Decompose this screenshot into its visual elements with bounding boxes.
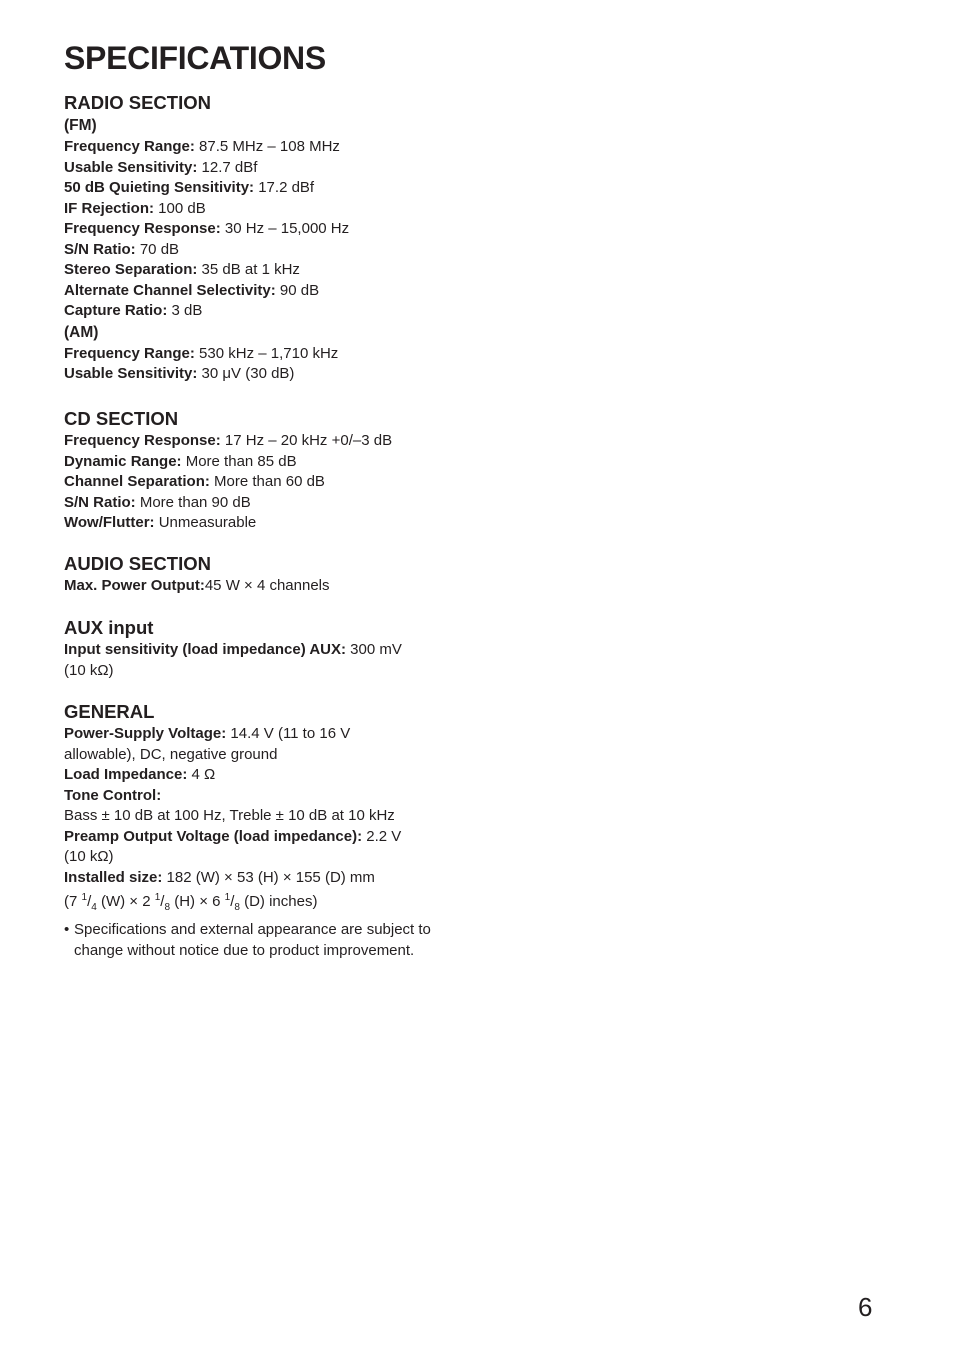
spec-line-continued: (10 kΩ) [64, 848, 114, 865]
spec-line [64, 240, 464, 261]
fraction-denominator: 8 [234, 902, 240, 913]
disclaimer-text: Specifications and external appearance are subject to change without notice due to product improvement. [74, 921, 431, 959]
spec-key: IF Rejection: [64, 199, 155, 217]
spec-key: Max. Power Output: [64, 577, 205, 594]
spec-value: 17 Hz – 20 kHz +0/–3 dB [220, 432, 393, 449]
fraction-denominator: 4 [91, 902, 97, 913]
spec-line [64, 158, 464, 179]
spec-value: 12.7 dBf [197, 158, 258, 176]
spec-value: 300 mV [345, 641, 402, 658]
audio-section [64, 552, 464, 597]
fraction-denominator: 8 [164, 902, 171, 913]
spec-value: 30 μV (30 dB) [197, 365, 295, 382]
page-title: SPECIFICATIONS [64, 40, 326, 76]
spec-key: Stereo Separation: [64, 261, 198, 278]
spec-value: 100 dB [154, 199, 206, 217]
spec-key: Frequency Response: [64, 432, 221, 449]
fm-spec-list [64, 137, 464, 322]
spec-key: Load Impedance: [64, 766, 188, 783]
spec-value: 90 dB [275, 281, 320, 299]
spec-value: 2.2 V [362, 827, 402, 845]
size-text: (H) × 6 [170, 893, 225, 910]
spec-line [64, 452, 464, 473]
spec-key: Frequency Range: [64, 344, 195, 362]
size-text: (D) inches) [239, 893, 318, 910]
spec-value: More than 90 dB [135, 493, 251, 511]
spec-key: Capture Ratio: [64, 302, 168, 319]
spec-line [64, 281, 464, 302]
spec-line [64, 219, 464, 240]
spec-key: Preamp Output Voltage (load impedance): [64, 827, 363, 845]
spec-line [64, 472, 464, 493]
spec-key: Power-Supply Voltage: [64, 725, 227, 742]
spec-line [64, 344, 464, 365]
spec-key: Wow/Flutter: [64, 514, 155, 531]
spec-key: Frequency Range: [64, 138, 195, 155]
spec-line [64, 576, 464, 597]
spec-value: 70 dB [135, 240, 180, 258]
spec-line [64, 493, 464, 514]
audio-section-heading: AUDIO SECTION [64, 553, 211, 574]
spec-value: More than 60 dB [209, 473, 325, 490]
spec-key: Channel Separation: [64, 473, 210, 490]
spec-key: Tone Control: [64, 786, 162, 804]
spec-value: 182 (W) × 53 (H) × 155 (D) mm [162, 868, 375, 886]
spec-value: 45 W × 4 channels [204, 577, 330, 594]
am-label: (AM) [64, 323, 99, 341]
spec-value: 87.5 MHz – 108 MHz [194, 138, 340, 155]
spec-value: 35 dB at 1 kHz [197, 261, 300, 278]
fraction-numerator: 1 [154, 892, 161, 903]
size-text: (7 [64, 893, 82, 910]
fraction-numerator: 1 [224, 892, 231, 903]
radio-section-heading: RADIO SECTION [64, 92, 211, 113]
page-number: 6 [858, 1292, 873, 1322]
spec-line [64, 260, 464, 281]
general-section-heading: GENERAL [64, 701, 155, 722]
bullet: • [64, 921, 70, 938]
cd-section [64, 407, 464, 534]
spec-line-continued: Bass ± 10 dB at 100 Hz, Treble ± 10 dB at 10 kHz [64, 807, 395, 824]
radio-section [64, 91, 464, 385]
spec-line-continued: (10 kΩ) [64, 661, 114, 679]
spec-key: Usable Sensitivity: [64, 365, 198, 382]
spec-line-continued: allowable), DC, negative ground [64, 745, 278, 763]
spec-value: 17.2 dBf [254, 179, 315, 196]
spec-key: Usable Sensitivity: [64, 158, 198, 176]
aux-section-heading: AUX input [64, 617, 154, 638]
disclaimer-note [64, 920, 454, 961]
spec-line [64, 513, 464, 534]
spec-line [64, 431, 464, 452]
installed-size-inches: (7 $^1/_4$ (W) × 2 $^1/_8$ (H) × 6 $^1/_8$ (D) inches) [64, 892, 318, 913]
aux-section [64, 616, 464, 681]
spec-key: S/N Ratio: [64, 493, 136, 511]
spec-key: Input sensitivity (load impedance) AUX: [64, 641, 346, 658]
spec-line [64, 301, 464, 322]
spec-line [64, 199, 464, 220]
spec-value: 30 Hz – 15,000 Hz [220, 220, 350, 237]
spec-value: 3 dB [167, 302, 203, 319]
am-spec-list [64, 344, 464, 385]
spec-value: Unmeasurable [154, 514, 257, 531]
spec-value: More than 85 dB [181, 452, 297, 470]
spec-key: Frequency Response: [64, 220, 221, 237]
spec-key: 50 dB Quieting Sensitivity: [64, 179, 255, 196]
spec-line [64, 786, 464, 807]
spec-line [64, 868, 464, 889]
cd-section-heading: CD SECTION [64, 408, 179, 429]
spec-key: Dynamic Range: [64, 452, 182, 470]
fraction-numerator: 1 [81, 892, 88, 903]
spec-line [64, 827, 464, 848]
spec-line [64, 640, 464, 661]
spec-line [64, 364, 464, 385]
spec-key: Installed size: [64, 868, 163, 886]
spec-value: 4 Ω [187, 766, 216, 783]
spec-line [64, 724, 464, 745]
spec-key: Alternate Channel Selectivity: [64, 281, 276, 299]
spec-value: 530 kHz – 1,710 kHz [194, 344, 339, 362]
spec-line [64, 178, 464, 199]
size-text: (W) × 2 [96, 893, 155, 910]
spec-line [64, 765, 464, 786]
spec-line [64, 137, 464, 158]
spec-value: 14.4 V (11 to 16 V [226, 725, 351, 742]
fm-label: (FM) [64, 117, 97, 134]
general-section [64, 700, 464, 919]
spec-key: S/N Ratio: [64, 240, 136, 258]
